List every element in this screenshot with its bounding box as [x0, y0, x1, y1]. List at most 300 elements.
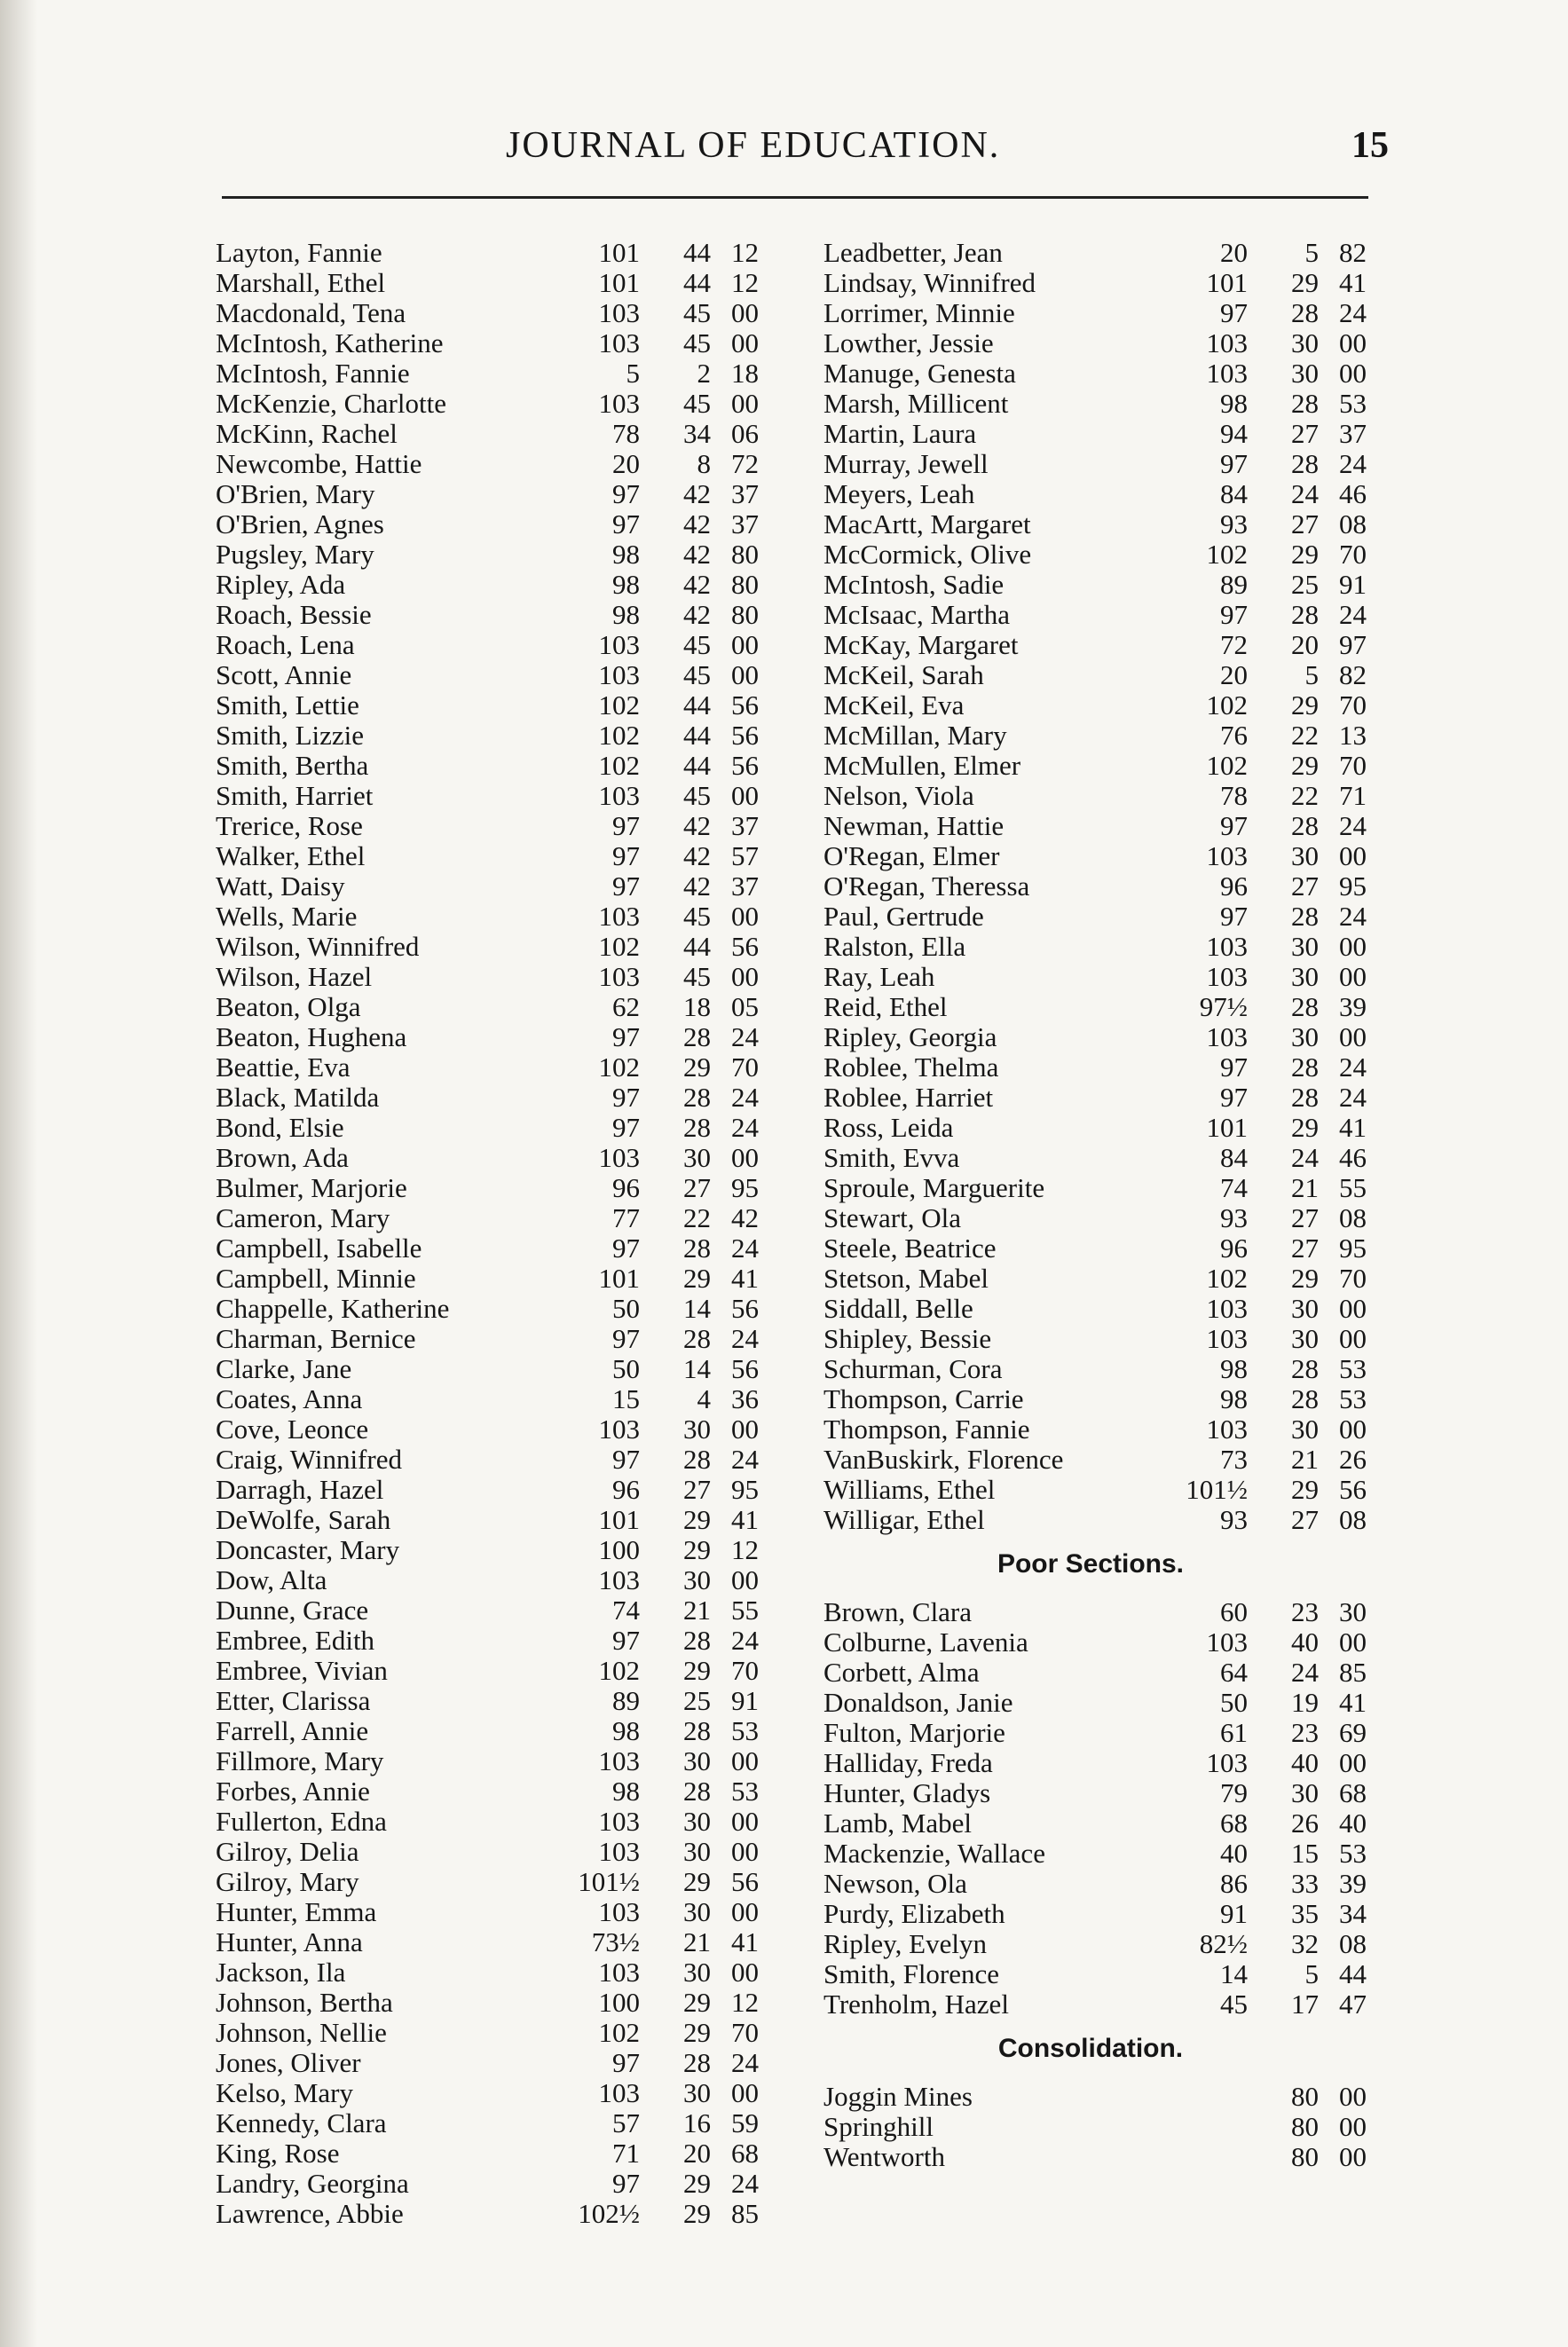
days-cell: 86 [1220, 1868, 1248, 1899]
name-cell: Newson, Ola [823, 1868, 967, 1899]
days-cell: 103 [598, 1142, 640, 1173]
days-cell: 102 [1206, 539, 1248, 570]
name-cell: Johnson, Nellie [216, 2017, 387, 2048]
amount-dollars-cell: 27 [1291, 1504, 1319, 1535]
name-cell: Trenholm, Hazel [823, 1989, 1009, 2020]
amount-cents-cell: 69 [1339, 1717, 1367, 1748]
amount-dollars-cell: 22 [1291, 780, 1319, 811]
table-row [823, 932, 1393, 962]
days-cell: 102 [1206, 1263, 1248, 1294]
amount-dollars-cell: 22 [1291, 720, 1319, 751]
amount-cents-cell: 00 [731, 629, 759, 660]
name-cell: Thompson, Fannie [823, 1414, 1030, 1445]
amount-cents-cell: 44 [1339, 1958, 1367, 1989]
amount-cents-cell: 24 [1339, 297, 1367, 328]
name-cell: Marsh, Millicent [823, 388, 1009, 419]
amount-cents-cell: 24 [731, 1112, 759, 1143]
days-cell: 57 [612, 2107, 640, 2138]
table-row [216, 2078, 784, 2108]
name-cell: Smith, Lettie [216, 689, 359, 721]
amount-cents-cell: 00 [731, 901, 759, 932]
amount-dollars-cell: 30 [1291, 1021, 1319, 1052]
amount-dollars-cell: 32 [1291, 1928, 1319, 1959]
days-cell: 45 [1220, 1989, 1248, 2020]
days-cell: 96 [612, 1172, 640, 1203]
amount-dollars-cell: 28 [1291, 810, 1319, 841]
amount-dollars-cell: 28 [1291, 991, 1319, 1022]
amount-cents-cell: 53 [1339, 388, 1367, 419]
amount-dollars-cell: 28 [1291, 1353, 1319, 1384]
days-cell: 100 [598, 1534, 640, 1565]
amount-dollars-cell: 42 [683, 599, 711, 630]
name-cell: Smith, Lizzie [216, 720, 365, 751]
days-cell: 97 [612, 1112, 640, 1143]
table-row [823, 479, 1393, 509]
days-cell: 101½ [578, 1866, 640, 1897]
amount-dollars-cell: 23 [1291, 1717, 1319, 1748]
days-cell: 91 [1220, 1898, 1248, 1929]
amount-dollars-cell: 44 [683, 267, 711, 298]
days-cell: 103 [598, 327, 640, 358]
amount-cents-cell: 70 [731, 1655, 759, 1686]
amount-cents-cell: 24 [1339, 599, 1367, 630]
table-row [216, 328, 784, 358]
name-cell: Springhill [823, 2111, 934, 2142]
amount-cents-cell: 68 [731, 2138, 759, 2169]
amount-dollars-cell: 28 [683, 1444, 711, 1475]
table-row [823, 1627, 1393, 1658]
table-row [216, 2138, 784, 2169]
table-row [823, 1203, 1393, 1233]
amount-cents-cell: 56 [731, 689, 759, 721]
amount-cents-cell: 95 [1339, 870, 1367, 902]
days-cell: 50 [612, 1353, 640, 1384]
days-cell: 77 [612, 1202, 640, 1233]
amount-dollars-cell: 45 [683, 388, 711, 419]
amount-cents-cell: 00 [1339, 2141, 1367, 2172]
amount-cents-cell: 00 [1339, 1021, 1367, 1052]
amount-dollars-cell: 30 [1291, 1414, 1319, 1445]
days-cell: 103 [598, 629, 640, 660]
days-cell: 103 [1206, 1323, 1248, 1354]
name-cell: Darragh, Hazel [216, 1474, 384, 1505]
name-cell: Meyers, Leah [823, 478, 975, 509]
amount-dollars-cell: 27 [1291, 1233, 1319, 1264]
name-cell: Steele, Beatrice [823, 1233, 997, 1264]
days-cell: 103 [598, 901, 640, 932]
name-cell: Hunter, Anna [216, 1926, 363, 1957]
name-cell: O'Regan, Elmer [823, 840, 1000, 871]
amount-dollars-cell: 16 [683, 2107, 711, 2138]
amount-dollars-cell: 29 [1291, 1112, 1319, 1143]
days-cell: 103 [1206, 327, 1248, 358]
name-cell: McMillan, Mary [823, 720, 1007, 751]
name-cell: Black, Matilda [216, 1082, 380, 1113]
table-row [216, 389, 784, 419]
amount-cents-cell: 70 [731, 1051, 759, 1083]
amount-dollars-cell: 14 [683, 1293, 711, 1324]
amount-dollars-cell: 17 [1291, 1989, 1319, 2020]
amount-cents-cell: 56 [1339, 1474, 1367, 1505]
amount-cents-cell: 00 [731, 1142, 759, 1173]
days-cell: 103 [1206, 1021, 1248, 1052]
page-number: 15 [1351, 125, 1389, 166]
amount-cents-cell: 00 [731, 1957, 759, 1988]
name-cell: Campbell, Minnie [216, 1263, 416, 1294]
table-row [216, 1083, 784, 1113]
amount-dollars-cell: 15 [1291, 1838, 1319, 1869]
name-cell: Farrell, Annie [216, 1715, 369, 1746]
amount-cents-cell: 46 [1339, 1142, 1367, 1173]
amount-cents-cell: 41 [731, 1504, 759, 1535]
name-cell: Charman, Bernice [216, 1323, 416, 1354]
amount-dollars-cell: 5 [1304, 237, 1319, 268]
days-cell: 96 [612, 1474, 640, 1505]
amount-cents-cell: 00 [731, 780, 759, 811]
table-row [216, 238, 784, 268]
amount-cents-cell: 56 [731, 931, 759, 962]
name-cell: McIsaac, Martha [823, 599, 1011, 630]
days-cell: 15 [612, 1383, 640, 1414]
table-row [823, 1052, 1393, 1083]
amount-cents-cell: 56 [731, 720, 759, 751]
table-row [823, 1748, 1393, 1778]
amount-dollars-cell: 35 [1291, 1898, 1319, 1929]
days-cell: 100 [598, 1987, 640, 2018]
days-cell: 103 [1206, 358, 1248, 389]
table-row [216, 1867, 784, 1897]
amount-cents-cell: 24 [731, 1444, 759, 1475]
days-cell: 82½ [1199, 1928, 1248, 1959]
table-row [823, 992, 1393, 1022]
amount-cents-cell: 00 [1339, 1626, 1367, 1658]
name-cell: Doncaster, Mary [216, 1534, 400, 1565]
running-head [222, 124, 1389, 177]
days-cell: 103 [598, 2077, 640, 2108]
name-cell: Newcombe, Hattie [216, 448, 422, 479]
amount-cents-cell: 05 [731, 991, 759, 1022]
amount-dollars-cell: 28 [1291, 901, 1319, 932]
amount-dollars-cell: 20 [683, 2138, 711, 2169]
amount-cents-cell: 70 [1339, 750, 1367, 781]
days-cell: 20 [1220, 237, 1248, 268]
table-row [823, 1929, 1393, 1959]
days-cell: 72 [1220, 629, 1248, 660]
days-cell: 97 [612, 2047, 640, 2078]
amount-dollars-cell: 19 [1291, 1687, 1319, 1718]
amount-cents-cell: 42 [731, 1202, 759, 1233]
name-cell: DeWolfe, Sarah [216, 1504, 391, 1535]
name-cell: Roach, Lena [216, 629, 355, 660]
table-row [216, 932, 784, 962]
name-cell: McIntosh, Sadie [823, 569, 1005, 600]
amount-dollars-cell: 25 [1291, 569, 1319, 600]
amount-cents-cell: 95 [731, 1172, 759, 1203]
name-cell: Paul, Gertrude [823, 901, 984, 932]
days-cell: 103 [1206, 1626, 1248, 1658]
amount-cents-cell: 41 [731, 1926, 759, 1957]
table-row [823, 268, 1393, 298]
amount-dollars-cell: 30 [683, 1896, 711, 1927]
amount-cents-cell: 41 [1339, 1687, 1367, 1718]
days-cell: 76 [1220, 720, 1248, 751]
table-row [216, 1022, 784, 1052]
table-row [216, 570, 784, 600]
name-cell: Walker, Ethel [216, 840, 366, 871]
amount-cents-cell: 95 [1339, 1233, 1367, 1264]
table-row [216, 1535, 784, 1565]
amount-dollars-cell: 21 [683, 1926, 711, 1957]
days-cell: 97 [1220, 810, 1248, 841]
days-cell: 102 [1206, 750, 1248, 781]
amount-dollars-cell: 29 [1291, 267, 1319, 298]
table-row [216, 1746, 784, 1776]
name-cell: Macdonald, Tena [216, 297, 406, 328]
name-cell: Dunne, Grace [216, 1595, 369, 1626]
table-row [216, 1414, 784, 1445]
amount-cents-cell: 37 [731, 870, 759, 902]
name-cell: Martin, Laura [823, 418, 977, 449]
days-cell: 103 [598, 297, 640, 328]
amount-dollars-cell: 30 [683, 2077, 711, 2108]
days-cell: 73 [1220, 1444, 1248, 1475]
amount-cents-cell: 56 [731, 1866, 759, 1897]
amount-dollars-cell: 28 [1291, 599, 1319, 630]
name-cell: Lorrimer, Minnie [823, 297, 1015, 328]
table-row [823, 1113, 1393, 1143]
amount-dollars-cell: 44 [683, 237, 711, 268]
name-cell: Smith, Evva [823, 1142, 960, 1173]
name-cell: Leadbetter, Jean [823, 237, 1003, 268]
name-cell: Layton, Fannie [216, 237, 382, 268]
name-cell: Nelson, Viola [823, 780, 974, 811]
table-row [216, 1294, 784, 1324]
table-row [216, 992, 784, 1022]
table-row [823, 962, 1393, 992]
days-cell: 102 [598, 2017, 640, 2048]
days-cell: 97 [612, 1233, 640, 1264]
table-row [216, 2108, 784, 2138]
name-cell: Schurman, Cora [823, 1353, 1003, 1384]
table-row [823, 509, 1393, 539]
amount-dollars-cell: 27 [1291, 508, 1319, 539]
table-row [823, 1445, 1393, 1475]
amount-dollars-cell: 21 [1291, 1172, 1319, 1203]
name-cell: VanBuskirk, Florence [823, 1444, 1064, 1475]
amount-dollars-cell: 28 [683, 1323, 711, 1354]
amount-dollars-cell: 29 [1291, 750, 1319, 781]
name-cell: Halliday, Freda [823, 1747, 993, 1778]
amount-dollars-cell: 27 [683, 1474, 711, 1505]
name-cell: Lamb, Mabel [823, 1808, 973, 1839]
amount-cents-cell: 30 [1339, 1596, 1367, 1627]
days-cell: 102 [598, 1051, 640, 1083]
amount-cents-cell: 36 [731, 1383, 759, 1414]
amount-dollars-cell: 30 [1291, 931, 1319, 962]
table-row [823, 328, 1393, 358]
days-cell: 84 [1220, 478, 1248, 509]
amount-cents-cell: 24 [1339, 1082, 1367, 1113]
table-row [216, 2169, 784, 2199]
amount-cents-cell: 72 [731, 448, 759, 479]
days-cell: 97 [612, 508, 640, 539]
amount-dollars-cell: 44 [683, 720, 711, 751]
days-cell: 97 [1220, 448, 1248, 479]
name-cell: Ross, Leida [823, 1112, 954, 1143]
days-cell: 98 [1220, 1353, 1248, 1384]
table-row [823, 1869, 1393, 1899]
name-cell: Embree, Edith [216, 1625, 375, 1656]
amount-cents-cell: 82 [1339, 659, 1367, 690]
days-cell: 97 [612, 810, 640, 841]
amount-cents-cell: 80 [731, 599, 759, 630]
amount-cents-cell: 00 [1339, 2081, 1367, 2112]
amount-cents-cell: 70 [731, 2017, 759, 2048]
amount-cents-cell: 12 [731, 237, 759, 268]
amount-dollars-cell: 29 [683, 1263, 711, 1294]
consolidation-heading: Consolidation. [997, 2034, 1184, 2063]
name-cell: Bulmer, Marjorie [216, 1172, 407, 1203]
table-row [216, 871, 784, 902]
amount-cents-cell: 00 [1339, 1747, 1367, 1778]
name-cell: Gilroy, Delia [216, 1836, 359, 1867]
name-cell: Stetson, Mabel [823, 1263, 989, 1294]
amount-dollars-cell: 30 [683, 1745, 711, 1776]
amount-dollars-cell: 28 [1291, 1383, 1319, 1414]
table-row [823, 1233, 1393, 1264]
table-row [216, 2199, 784, 2229]
amount-dollars-cell: 28 [683, 1625, 711, 1656]
amount-dollars-cell: 29 [1291, 539, 1319, 570]
amount-cents-cell: 91 [1339, 569, 1367, 600]
days-cell: 102½ [578, 2198, 640, 2229]
amount-dollars-cell: 80 [1291, 2111, 1319, 2142]
table-row [823, 1324, 1393, 1354]
name-cell: Scott, Annie [216, 659, 352, 690]
name-cell: Wentworth [823, 2141, 945, 2172]
days-cell: 97 [1220, 599, 1248, 630]
amount-cents-cell: 00 [731, 2077, 759, 2108]
table-row [823, 811, 1393, 841]
amount-dollars-cell: 30 [1291, 840, 1319, 871]
table-row [823, 902, 1393, 932]
days-cell: 101 [1206, 1112, 1248, 1143]
table-row [216, 962, 784, 992]
name-cell: Willigar, Ethel [823, 1504, 985, 1535]
name-cell: Colburne, Lavenia [823, 1626, 1028, 1658]
days-cell: 14 [1220, 1958, 1248, 1989]
table-row [216, 1475, 784, 1505]
amount-dollars-cell: 42 [683, 508, 711, 539]
table-row [216, 1957, 784, 1988]
days-cell: 101 [598, 267, 640, 298]
table-row [216, 1505, 784, 1535]
days-cell: 79 [1220, 1777, 1248, 1808]
amount-cents-cell: 56 [731, 750, 759, 781]
table-row [823, 1414, 1393, 1445]
amount-cents-cell: 24 [731, 1323, 759, 1354]
table-row [823, 298, 1393, 328]
table-row [823, 1899, 1393, 1929]
amount-dollars-cell: 28 [683, 2047, 711, 2078]
days-cell: 20 [612, 448, 640, 479]
amount-dollars-cell: 29 [683, 1866, 711, 1897]
amount-dollars-cell: 28 [1291, 388, 1319, 419]
name-cell: Smith, Florence [823, 1958, 1000, 1989]
amount-cents-cell: 40 [1339, 1808, 1367, 1839]
amount-cents-cell: 39 [1339, 991, 1367, 1022]
name-cell: Fillmore, Mary [216, 1745, 384, 1776]
name-cell: Beattie, Eva [216, 1051, 351, 1083]
amount-dollars-cell: 5 [1304, 1958, 1319, 1989]
days-cell: 102 [598, 931, 640, 962]
amount-cents-cell: 00 [731, 1414, 759, 1445]
table-row [823, 2112, 1393, 2142]
table-row [216, 298, 784, 328]
amount-dollars-cell: 28 [683, 1112, 711, 1143]
amount-cents-cell: 08 [1339, 1928, 1367, 1959]
name-cell: Lindsay, Winnifred [823, 267, 1036, 298]
amount-cents-cell: 46 [1339, 478, 1367, 509]
amount-cents-cell: 57 [731, 840, 759, 871]
amount-dollars-cell: 29 [683, 2017, 711, 2048]
days-cell: 50 [612, 1293, 640, 1324]
days-cell [1183, 2082, 1248, 2112]
days-cell: 84 [1220, 1142, 1248, 1173]
amount-dollars-cell: 28 [683, 1776, 711, 1807]
amount-dollars-cell: 28 [683, 1021, 711, 1052]
table-row [823, 1718, 1393, 1748]
amount-cents-cell: 26 [1339, 1444, 1367, 1475]
days-cell: 93 [1220, 1504, 1248, 1535]
days-cell: 61 [1220, 1717, 1248, 1748]
amount-cents-cell: 47 [1339, 1989, 1367, 2020]
amount-dollars-cell: 45 [683, 780, 711, 811]
days-cell: 102 [598, 689, 640, 721]
amount-dollars-cell: 21 [683, 1595, 711, 1626]
days-cell: 94 [1220, 418, 1248, 449]
amount-dollars-cell: 24 [1291, 1657, 1319, 1688]
name-cell: Joggin Mines [823, 2081, 973, 2112]
days-cell: 78 [1220, 780, 1248, 811]
table-row [216, 1595, 784, 1626]
name-cell: McMullen, Elmer [823, 750, 1021, 781]
amount-cents-cell: 85 [1339, 1657, 1367, 1688]
amount-cents-cell: 24 [1339, 1051, 1367, 1083]
table-row [823, 1959, 1393, 1989]
amount-dollars-cell: 27 [1291, 870, 1319, 902]
amount-cents-cell: 00 [731, 1836, 759, 1867]
name-cell: Roblee, Thelma [823, 1051, 999, 1083]
table-row [823, 751, 1393, 781]
days-cell: 102 [1206, 689, 1248, 721]
amount-cents-cell: 70 [1339, 539, 1367, 570]
name-cell: O'Brien, Mary [216, 478, 375, 509]
name-cell: Roach, Bessie [216, 599, 372, 630]
amount-dollars-cell: 28 [1291, 448, 1319, 479]
table-row [216, 539, 784, 570]
amount-cents-cell: 06 [731, 418, 759, 449]
amount-dollars-cell: 29 [1291, 689, 1319, 721]
name-cell: Trerice, Rose [216, 810, 363, 841]
amount-cents-cell: 00 [1339, 327, 1367, 358]
name-cell: Murray, Jewell [823, 448, 989, 479]
days-cell: 103 [1206, 931, 1248, 962]
amount-dollars-cell: 30 [683, 1414, 711, 1445]
amount-dollars-cell: 29 [683, 1987, 711, 2018]
amount-dollars-cell: 44 [683, 750, 711, 781]
name-cell: Wells, Marie [216, 901, 358, 932]
